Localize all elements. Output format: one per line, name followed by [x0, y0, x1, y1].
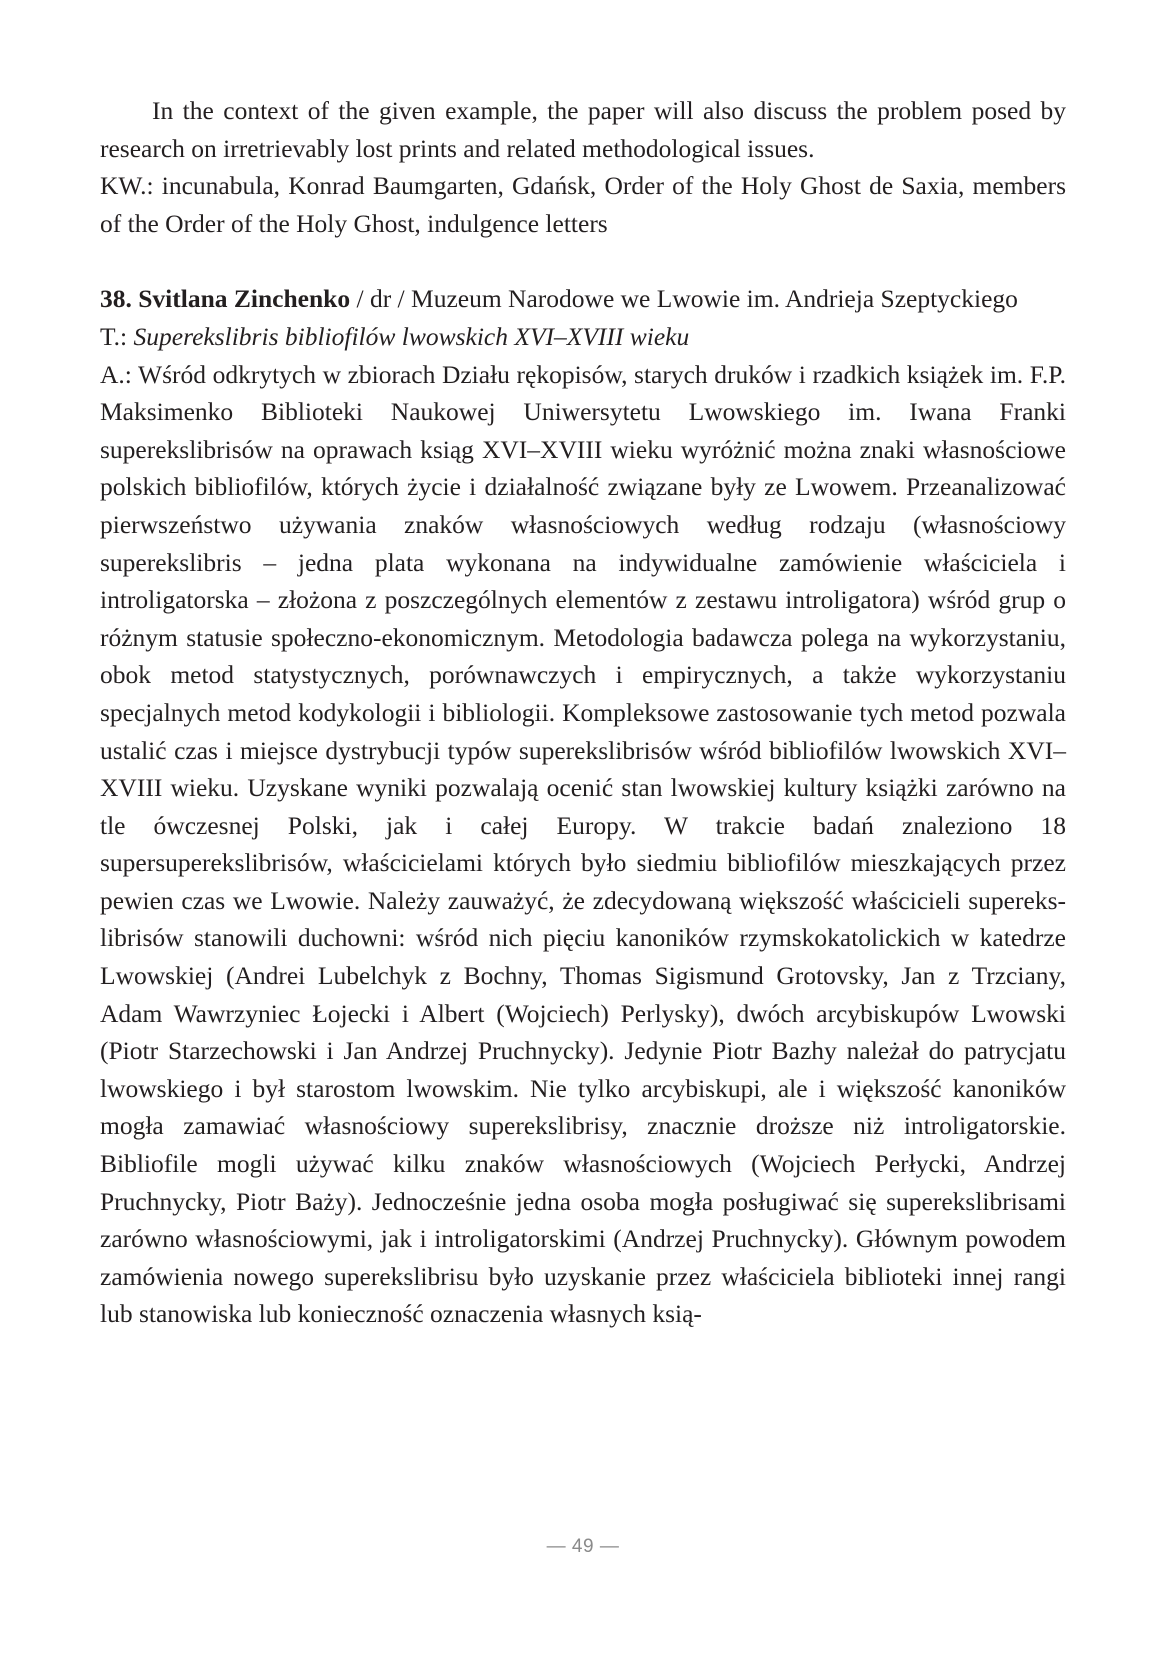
entry-degree: / dr / — [356, 284, 405, 314]
entry-abstract-text: Wśród odkrytych w zbiorach Działu rękopisów, starych druków i rzadkich książek im. F.P. Maksimenko Biblioteki Naukowej Uniwersytetu Lwowskiego im. Iwana Franki superekslibrisów na oprawach ksiąg XVI–XVIII wieku wyróżnić można znaki własnościowe polskich bibliofilów, których życie i działalność związane były ze Lwowem. Przeanalizować pierwszeństwo używania znaków własnościowych według rodzaju (własnościowy superekslibris – jedna plata wykonana na indywidualne zamówienie właściciela i introligatorska – złożona z poszczególnych elementów z zestawu introligatora) wśród grup o różnym statusie społeczno-ekonomicznym. Metodologia badawcza polega na wykorzystaniu, obok metod statystycznych, porównawczych i empirycznych, a także wykorzystaniu specjalnych metod kodykologii i bibliologii. Kompleksowe zastosowanie tych metod pozwala ustalić czas i miejsce dystrybucji typów superekslibrisów wśród bibliofilów lwowskich XVI–XVIII wieku. Uzyskane wyniki pozwalają ocenić stan lwowskiej kultury książki zarówno na tle ówczesnej Polski, jak i całej Europy. W trakcie badań znaleziono 18 supersuperekslibrisów, właścicielami których było siedmiu bibliofilów mieszkających przez pewien czas we Lwowie. Należy zauważyć, że zdecydowaną większość właścicieli superekslibrisów stanowili duchowni: wśród nich pięciu kanoników rzymskokatolickich w katedrze Lwowskiej (Andrei Lubelchyk z Bochny, Thomas Sigismund Grotovsky, Jan z Trzciany, Adam Wawrzyniec Łojecki i Albert (Wojciech) Perlysky), dwóch arcybiskupów Lwowski (Piotr Starzechowski i Jan Andrzej Pruchnycky). Jedynie Piotr Bazhy należał do patrycjatu lwowskiego i był starostom lwowskim. Nie tylko arcybiskupi, ale i większość kanoników mogła zamawiać własnościowy superekslibrisy, znacznie droższe niż introligatorskie. Bibliofile mogli używać kilku znaków własnościowych (Wojciech Perłycki, Andrzej Pruchnycky, Piotr Baży). Jednocześnie jedna osoba mogła posługiwać się superekslibrisami zarówno własnościowymi, jak i introligatorskimi (Andrzej Pruchnycky). Głównym powodem zamówienia nowego superekslibrisu było uzyskanie przez właściciela biblioteki innej rangi lub stanowiska lub konieczność oznaczenia własnych ksią- — [100, 359, 1066, 1329]
entry-author: Svitlana Zinchenko — [138, 284, 351, 314]
keywords-label: KW.: — [100, 171, 154, 201]
intro-paragraph — [100, 92, 1066, 167]
entry-title: Superekslibris bibliofilów lwowskich XVI–XVIII wieku — [133, 321, 690, 351]
entry-title-line — [100, 318, 1066, 356]
keywords-line — [100, 167, 1066, 242]
keywords-text: incunabula, Konrad Baumgarten, Gdańsk, Order of the Holy Ghost de Saxia, members of the Order of the Holy Ghost, indulgence letters — [100, 171, 1066, 238]
intro-text: In the context of the given example, the paper will also discuss the problem posed by research on irretrievably lost prints and related methodological issues. — [100, 96, 1066, 163]
entry-abstract-label: A.: — [100, 359, 132, 389]
page-number: — 49 — — [546, 1536, 620, 1557]
intro-section — [100, 92, 1066, 242]
entry-38 — [100, 280, 1066, 1333]
entry-abstract — [100, 356, 1066, 1333]
entry-heading — [100, 280, 1066, 318]
page-body — [100, 92, 1066, 1333]
entry-title-label: T.: — [100, 321, 128, 351]
entry-number: 38. — [100, 284, 132, 314]
entry-affiliation: Muzeum Narodowe we Lwowie im. Andrieja Szeptyckiego — [411, 284, 1018, 314]
